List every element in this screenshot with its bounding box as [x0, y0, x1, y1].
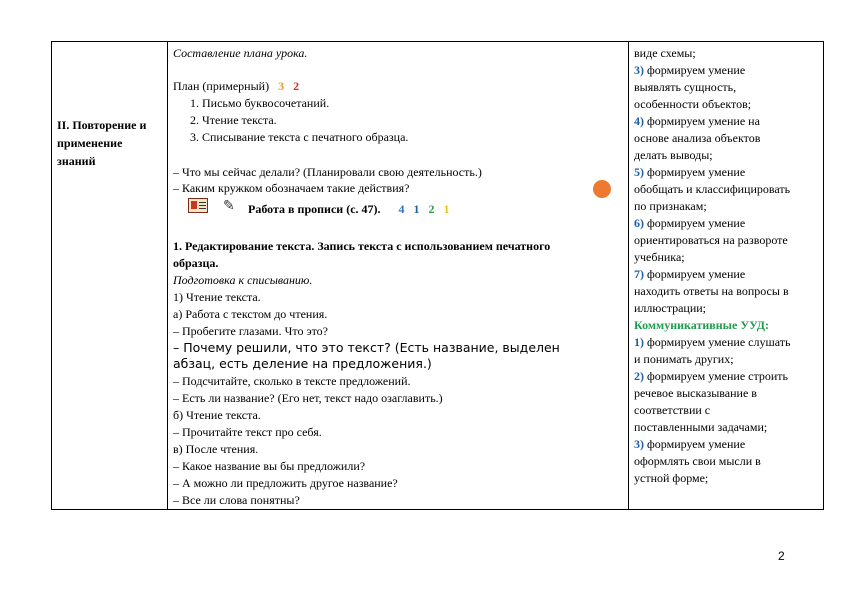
uud-line: основе анализа объектов [634, 131, 761, 145]
content-column [167, 42, 629, 509]
task-title: 1. Редактирование текста. Запись текста с использованием печатного [173, 239, 551, 253]
work-num: 2 [428, 202, 435, 216]
plan-label: План (примерный) [173, 79, 270, 93]
work-num: 4 [398, 202, 405, 216]
uud-line: иллюстрации; [634, 301, 707, 315]
uud-line: речевое высказывание в [634, 386, 757, 400]
text-line: б) Чтение текста. [173, 408, 261, 422]
uud-num: 2) [634, 369, 644, 383]
uud-line: обобщать и классифицировать [634, 182, 791, 196]
prep-heading: Подготовка к списыванию. [173, 273, 313, 287]
lesson-table [51, 41, 824, 510]
uud-line [634, 368, 788, 384]
work-line [248, 201, 450, 217]
uud-line: и понимать других; [634, 352, 734, 366]
plan-item: 3. Списывание текста с печатного образца. [190, 130, 409, 144]
uud-line: особенности объектов; [634, 97, 752, 111]
uud-line [634, 334, 790, 350]
text-line: – Пробегите глазами. Что это? [173, 324, 329, 338]
stage-column [52, 42, 167, 509]
text-line: а) Работа с текстом до чтения. [173, 307, 328, 321]
text-line: 1) Чтение текста. [173, 290, 261, 304]
uud-line: делать выводы; [634, 148, 713, 162]
uud-text: формируем умение слушать [647, 335, 791, 349]
question-line: – Каким кружком обозначаем такие действия? [173, 181, 410, 195]
text-line: – Есть ли название? (Его нет, текст надо озаглавить.) [173, 391, 443, 405]
uud-line [634, 62, 745, 78]
uud-text: формируем умение на [647, 114, 760, 128]
page-number: 2 [778, 549, 785, 563]
text-line: – Все ли слова понятны? [173, 493, 300, 507]
text-line: – Почему решили, что это текст? (Есть название, выделен [173, 340, 560, 355]
plan-label-line [173, 78, 299, 94]
uud-line: находить ответы на вопросы в [634, 284, 789, 298]
uud-text: формируем умение [647, 437, 746, 451]
stage-line: знаний [57, 154, 96, 168]
uud-line: оформлять свои мысли в [634, 454, 761, 468]
plan-num-b: 2 [293, 79, 300, 93]
work-num: 1 [413, 202, 420, 216]
copybook-icon [188, 198, 208, 213]
pen-icon: ✎ [223, 198, 235, 214]
text-line: – Подсчитайте, сколько в тексте предложений. [173, 374, 411, 388]
stage-line: II. Повторение и [57, 118, 147, 132]
plan-item: 2. Чтение текста. [190, 113, 277, 127]
uud-num: 1) [634, 335, 644, 349]
uud-text: формируем умение строить [647, 369, 788, 383]
section-heading: Составление плана урока. [173, 46, 308, 60]
uud-num: 3) [634, 437, 644, 451]
work-num: 1 [443, 202, 450, 216]
question-line: – Что мы сейчас делали? (Планировали свою деятельность.) [173, 165, 482, 179]
text-line: в) После чтения. [173, 442, 259, 456]
uud-line: соответствии с [634, 403, 711, 417]
uud-num: 7) [634, 267, 644, 281]
uud-line [634, 215, 745, 231]
orange-circle-icon [593, 180, 611, 198]
plan-item: 1. Письмо буквосочетаний. [190, 96, 330, 110]
uud-line: виде схемы; [634, 46, 696, 60]
uud-line: ориентироваться на развороте [634, 233, 788, 247]
uud-num: 5) [634, 165, 644, 179]
text-line: – А можно ли предложить другое название? [173, 476, 398, 490]
task-title: образца. [173, 256, 219, 270]
uud-line [634, 113, 760, 129]
uud-column [628, 42, 824, 509]
uud-line [634, 164, 745, 180]
uud-num: 6) [634, 216, 644, 230]
uud-text: формируем умение [647, 267, 746, 281]
stage-line: применение [57, 136, 123, 150]
text-line: абзац, есть деление на предложения.) [173, 356, 432, 371]
communicative-heading: Коммуникативные УУД: [634, 318, 770, 332]
text-line: – Прочитайте текст про себя. [173, 425, 322, 439]
uud-line: устной форме; [634, 471, 709, 485]
uud-num: 4) [634, 114, 644, 128]
plan-num-a: 3 [278, 79, 285, 93]
uud-line [634, 266, 745, 282]
uud-line: учебника; [634, 250, 685, 264]
uud-text: формируем умение [647, 216, 746, 230]
work-text: Работа в прописи (с. 47). [248, 202, 381, 216]
uud-text: формируем умение [647, 63, 746, 77]
uud-num: 3) [634, 63, 644, 77]
uud-line [634, 436, 745, 452]
text-line: – Какое название вы бы предложили? [173, 459, 366, 473]
uud-text: формируем умение [647, 165, 746, 179]
uud-line: поставленными задачами; [634, 420, 768, 434]
uud-line: по признакам; [634, 199, 707, 213]
uud-line: выявлять сущность, [634, 80, 737, 94]
